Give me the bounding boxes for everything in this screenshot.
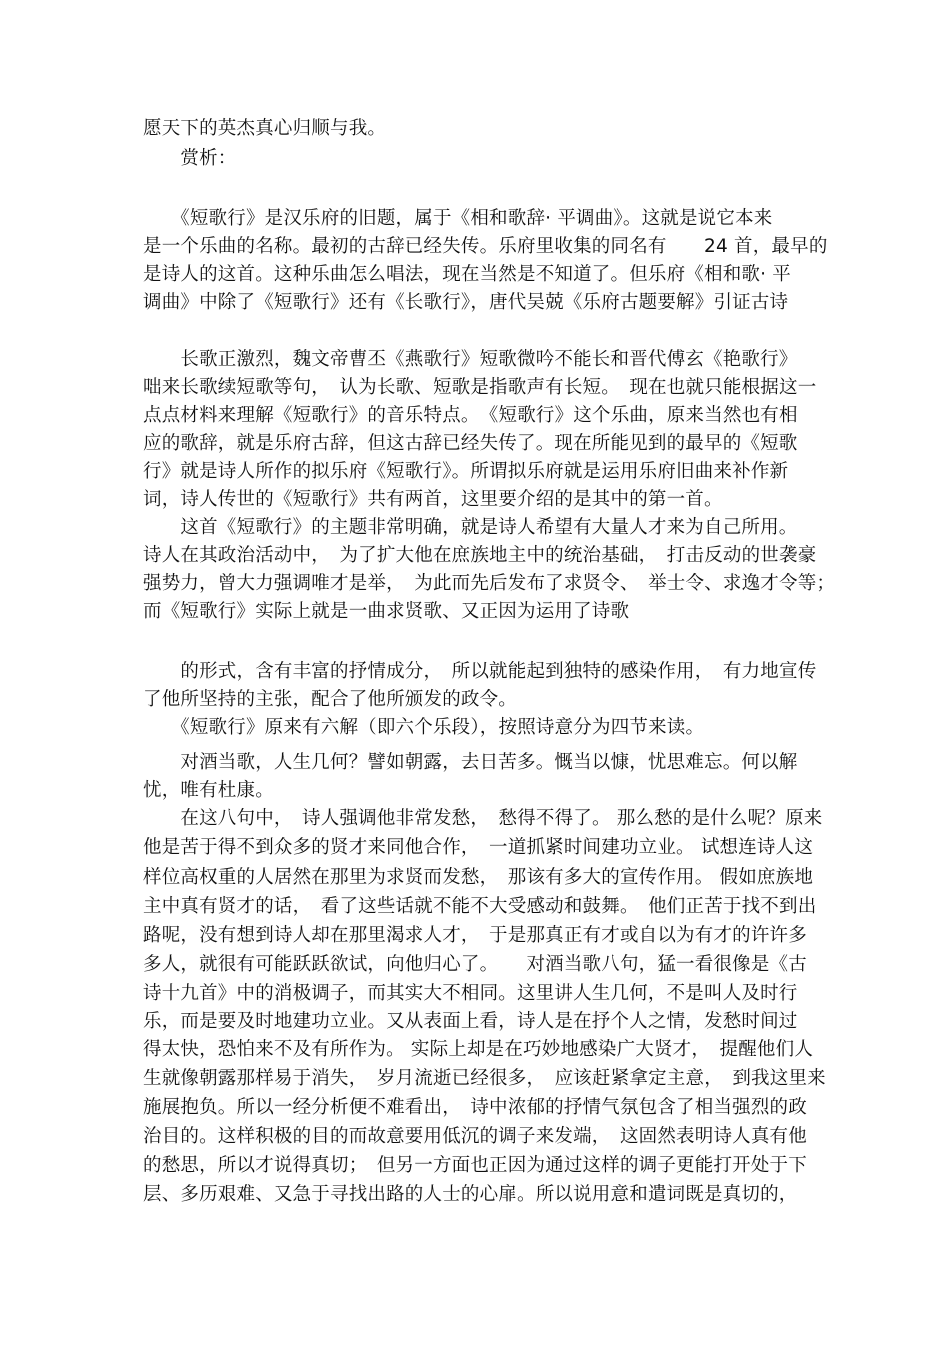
text-line: 样位高权重的人居然在那里为求贤而发愁， 那该有多大的宣传作用。 假如庶族地 [143, 867, 814, 888]
text-line: 长歌正激烈，魏文帝曹丕《燕歌行》短歌微吟不能长和晋代傅玄《艳歌行》 [143, 349, 798, 370]
text-line: 愿天下的英杰真心归顺与我。 [143, 118, 387, 139]
text-line: 诗人在其政治活动中， 为了扩大他在庶族地主中的统治基础， 打击反动的世袭豪 [143, 545, 817, 566]
text-line: 层、多历艰难、又急于寻找出路的人士的心扉。所以说用意和遣词既是真切的， [143, 1184, 798, 1205]
text-line: 的愁思，所以才说得真切； 但另一方面也正因为通过这样的调子更能打开处于下 [143, 1155, 807, 1176]
text-line: 而《短歌行》实际上就是一曲求贤歌、又正因为运用了诗歌 [143, 601, 630, 622]
text-line: 咄来长歌续短歌等句， 认为长歌、短歌是指歌声有长短。 现在也就只能根据这一 [143, 377, 817, 398]
text-line: 对酒当歌，人生几何？譬如朝露，去日苦多。慨当以慷，忧思难忘。何以解 [143, 752, 798, 773]
text-line: 赏析： [143, 148, 237, 169]
text-line: 应的歌辞，就是乐府古辞，但这古辞已经失传了。现在所能见到的最早的《短歌 [143, 433, 798, 454]
text-line: 行》就是诗人所作的拟乐府《短歌行》。所谓拟乐府就是运用乐府旧曲来补作新 [143, 461, 789, 482]
text-line: 的形式，含有丰富的抒情成分， 所以就能起到独特的感染作用， 有力地宣传 [143, 661, 817, 682]
text-line: 是一个乐曲的名称。最初的古辞已经失传。乐府里收集的同名有 24 首，最早的 [143, 236, 828, 257]
text-line: 治目的。这样积极的目的而故意要用低沉的调子来发端， 这固然表明诗人真有他 [143, 1126, 807, 1147]
text-line: 忧，唯有杜康。 [143, 780, 274, 801]
text-line: 强势力，曾大力强调唯才是举， 为此而先后发布了求贤令、 举士令、求逸才令等； [143, 573, 836, 594]
text-line: 词，诗人传世的《短歌行》共有两首，这里要介绍的是其中的第一首。 [143, 489, 723, 510]
text-line: 在这八句中， 诗人强调他非常发愁， 愁得不得了。 那么愁的是什么呢？原来 [143, 808, 823, 829]
text-line: 施展抱负。所以一经分析便不难看出， 诗中浓郁的抒情气氛包含了相当强烈的政 [143, 1097, 807, 1118]
text-line: 《短歌行》是汉乐府的旧题，属于《相和歌辞· 平调曲》。这就是说它本来 [143, 208, 773, 229]
text-line: 生就像朝露那样易于消失， 岁月流逝已经很多， 应该赶紧拿定主意， 到我这里来 [143, 1068, 826, 1089]
text-line: 这首《短歌行》的主题非常明确，就是诗人希望有大量人才来为自己所用。 [143, 517, 798, 538]
text-line: 主中真有贤才的话， 看了这些话就不能不大受感动和鼓舞。 他们正苦于找不到出 [143, 896, 817, 917]
text-line: 点点材料来理解《短歌行》的音乐特点。 《短歌行》这个乐曲，原来当然也有相 [143, 405, 798, 426]
text-line: 《短歌行》原来有六解（即六个乐段），按照诗意分为四节来读。 [143, 717, 705, 738]
text-line: 是诗人的这首。这种乐曲怎么唱法，现在当然是不知道了。但乐府《相和歌· 平 [143, 264, 791, 285]
text-line: 调曲》中除了《短歌行》还有《长歌行》，唐代吴兢《乐府古题要解》引证古诗 [143, 292, 789, 313]
text-line: 路呢，没有想到诗人却在那里渴求人才， 于是那真正有才或自以为有才的许许多 [143, 925, 807, 946]
text-line: 乐，而是要及时地建功立业。又从表面上看，诗人是在抒个人之情，发愁时间过 [143, 1011, 798, 1032]
text-line: 诗十九首》中的消极调子，而其实大不相同。这里讲人生几何，不是叫人及时行 [143, 983, 798, 1004]
text-line: 他是苦于得不到众多的贤才来同他合作， 一道抓紧时间建功立业。 试想连诗人这 [143, 837, 814, 858]
text-line: 了他所坚持的主张，配合了他所颁发的政令。 [143, 689, 518, 710]
text-line: 多人，就很有可能跃跃欲试，向他归心了。 对酒当歌八句，猛一看很像是《古 [143, 954, 807, 975]
text-line: 得太快，恐怕来不及有所作为。 实际上却是在巧妙地感染广大贤才， 提醒他们人 [143, 1039, 814, 1060]
